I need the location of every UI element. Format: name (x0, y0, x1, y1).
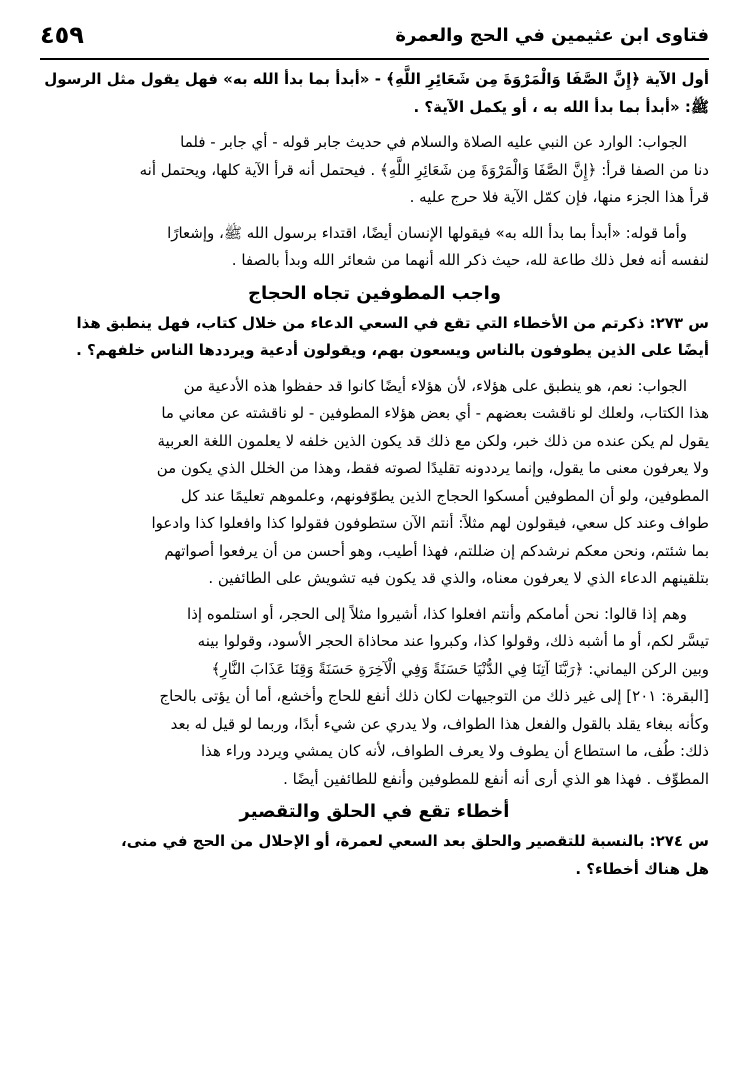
text-line: [البقرة: ٢٠١] إلى غير ذلك من التوجيهات لكان ذلك أنفع للحاج وأخشع، أما أن يؤتى بالحاج (159, 687, 709, 705)
text-line: بتلقينهم الدعاء الذي لا يعرفون معناه، والذي قد يكون فيه تشويش على الطائفين . (208, 569, 709, 587)
page-header (40, 14, 709, 60)
text-line: المطوفين، ولو أن المطوفين أمسكوا الحجاج الذين يطوّفونهم، وعلموهم تعليمًا عند كل (180, 486, 709, 505)
text-line: الجواب: نعم، هو ينطبق على هؤلاء، لأن هؤلاء أيضًا كانوا قد حفظوا هذه الأدعية من (183, 376, 687, 395)
text-line: وكأنه ببغاء يقلد بالقول والفعل هذا الطواف، ولا يدري عن شيء أبدًا، وربما لو قيل له بعد (170, 714, 709, 733)
section-heading: واجب المطوفين تجاه الحجاج (247, 282, 502, 304)
text-line: الجواب: الوارد عن النبي عليه الصلاة والسلام في حديث جابر قوله - أي جابر - فلما (180, 133, 687, 151)
text-paragraph (40, 601, 709, 794)
text-line: يقول لم يكن عنده من ذلك خبر، ولكن مع ذلك قد يكون الذين خلفه لا يعلمون اللغة العربية (157, 431, 709, 450)
text-line: أول الآية ﴿إِنَّ الصَّفَا وَالْمَرْوَةَ مِن شَعَائِرِ اللَّهِ﴾ - «أبدأ بما بدأ الله به» فهل يقول مثل الرسول (44, 70, 709, 88)
text-line: لنفسه أنه فعل ذلك طاعة لله، حيث ذكر الله أنهما من شعائر الله وبدأ بالصفا . (231, 251, 709, 269)
page-body (40, 66, 709, 883)
question-continued (40, 66, 709, 121)
text-line: قرأ هذا الجزء منها، فإن كمّل الآية فلا حرج عليه . (409, 188, 709, 206)
text-line: أيضًا على الذين يطوفون بالناس ويسعون بهم، ويقولون أدعية ويرددها الناس خلفهم؟ . (76, 341, 709, 359)
section-heading: أخطاء تقع في الحلق والتقصير (239, 801, 510, 822)
text-line: س ٢٧٤: بالنسبة للتقصير والحلق بعد السعي لعمرة، أو الإحلال من الحج في منى، (121, 832, 709, 850)
text-line: المطوِّف . فهذا هو الذي أرى أنه أنفع للمطوفين وأنفع للطائفين أيضًا . (283, 769, 709, 788)
question-273 (40, 310, 709, 365)
text-line: وبين الركن اليماني: ﴿رَبَّنَا آتِنَا فِي الدُّنْيَا حَسَنَةً وَفِي الْآخِرَةِ حَسَنَةً وَقِنَا عَذَابَ النَّارِ﴾ (211, 659, 709, 678)
page-number: ٤٥٩ (40, 21, 84, 49)
text-line: س ٢٧٣: ذكرتم من الأخطاء التي تقع في السعي الدعاء من خلال كتاب، فهل ينطبق هذا (76, 313, 709, 332)
text-line: هذا الكتاب، ولعلك لو ناقشت بعضهم - أي بعض هؤلاء المطوفين - لو ناقشته عن معاني ما (161, 404, 709, 422)
text-paragraph (40, 220, 709, 275)
text-line: ذلك: طُف، ما استطاع أن يطوف ولا يعرف الطواف، لأنه كان يمشي ويردد وراء هذا (201, 742, 709, 760)
answer-paragraph (40, 129, 709, 212)
running-title: فتاوى ابن عثيمين في الحج والعمرة (395, 24, 709, 46)
text-line: ﷺ: «أبدأ بما بدأ الله به ، أو يكمل الآية؟ . (413, 97, 709, 116)
text-line: بما شئتم، ونحن معكم نرشدكم إن ضللتم، فهذا أطيب، وهو أحسن من أن يرفعوا أصواتهم (164, 541, 709, 560)
text-line: طواف وعند كل سعي، فيقولون لهم مثلاً: أنتم الآن ستطوفون فقولوا كذا وافعلوا كذا وادعوا (151, 514, 709, 532)
answer-paragraph (40, 373, 709, 593)
text-line: وأما قوله: «أبدأ بما بدأ الله به» فيقولها الإنسان أيضًا، اقتداء برسول الله ﷺ، وإشعارًا (167, 223, 687, 242)
question-274 (40, 828, 709, 883)
text-line: تيسَّر لكم، أو ما أشبه ذلك، وقولوا كذا، وكبروا عند محاذاة الحجر الأسود، وقولوا بينه (197, 632, 709, 650)
text-line: ولا يعرفون معنى ما يقول، وإنما يرددونه تقليدًا لصوته فقط، وهذا من الخلل الذي يكون من (156, 459, 709, 477)
text-line: وهم إذا قالوا: نحن أمامكم وأنتم افعلوا كذا، أشيروا مثلاً إلى الحجر، أو استلموه إذا (187, 604, 687, 623)
text-line: هل هناك أخطاء؟ . (575, 859, 709, 878)
text-line: دنا من الصفا قرأ: ﴿إِنَّ الصَّفَا وَالْمَرْوَةَ مِن شَعَائِرِ اللَّهِ﴾ . فيحتمل أنه قرأ الآية كلها، ويحتمل أنه (139, 160, 709, 179)
